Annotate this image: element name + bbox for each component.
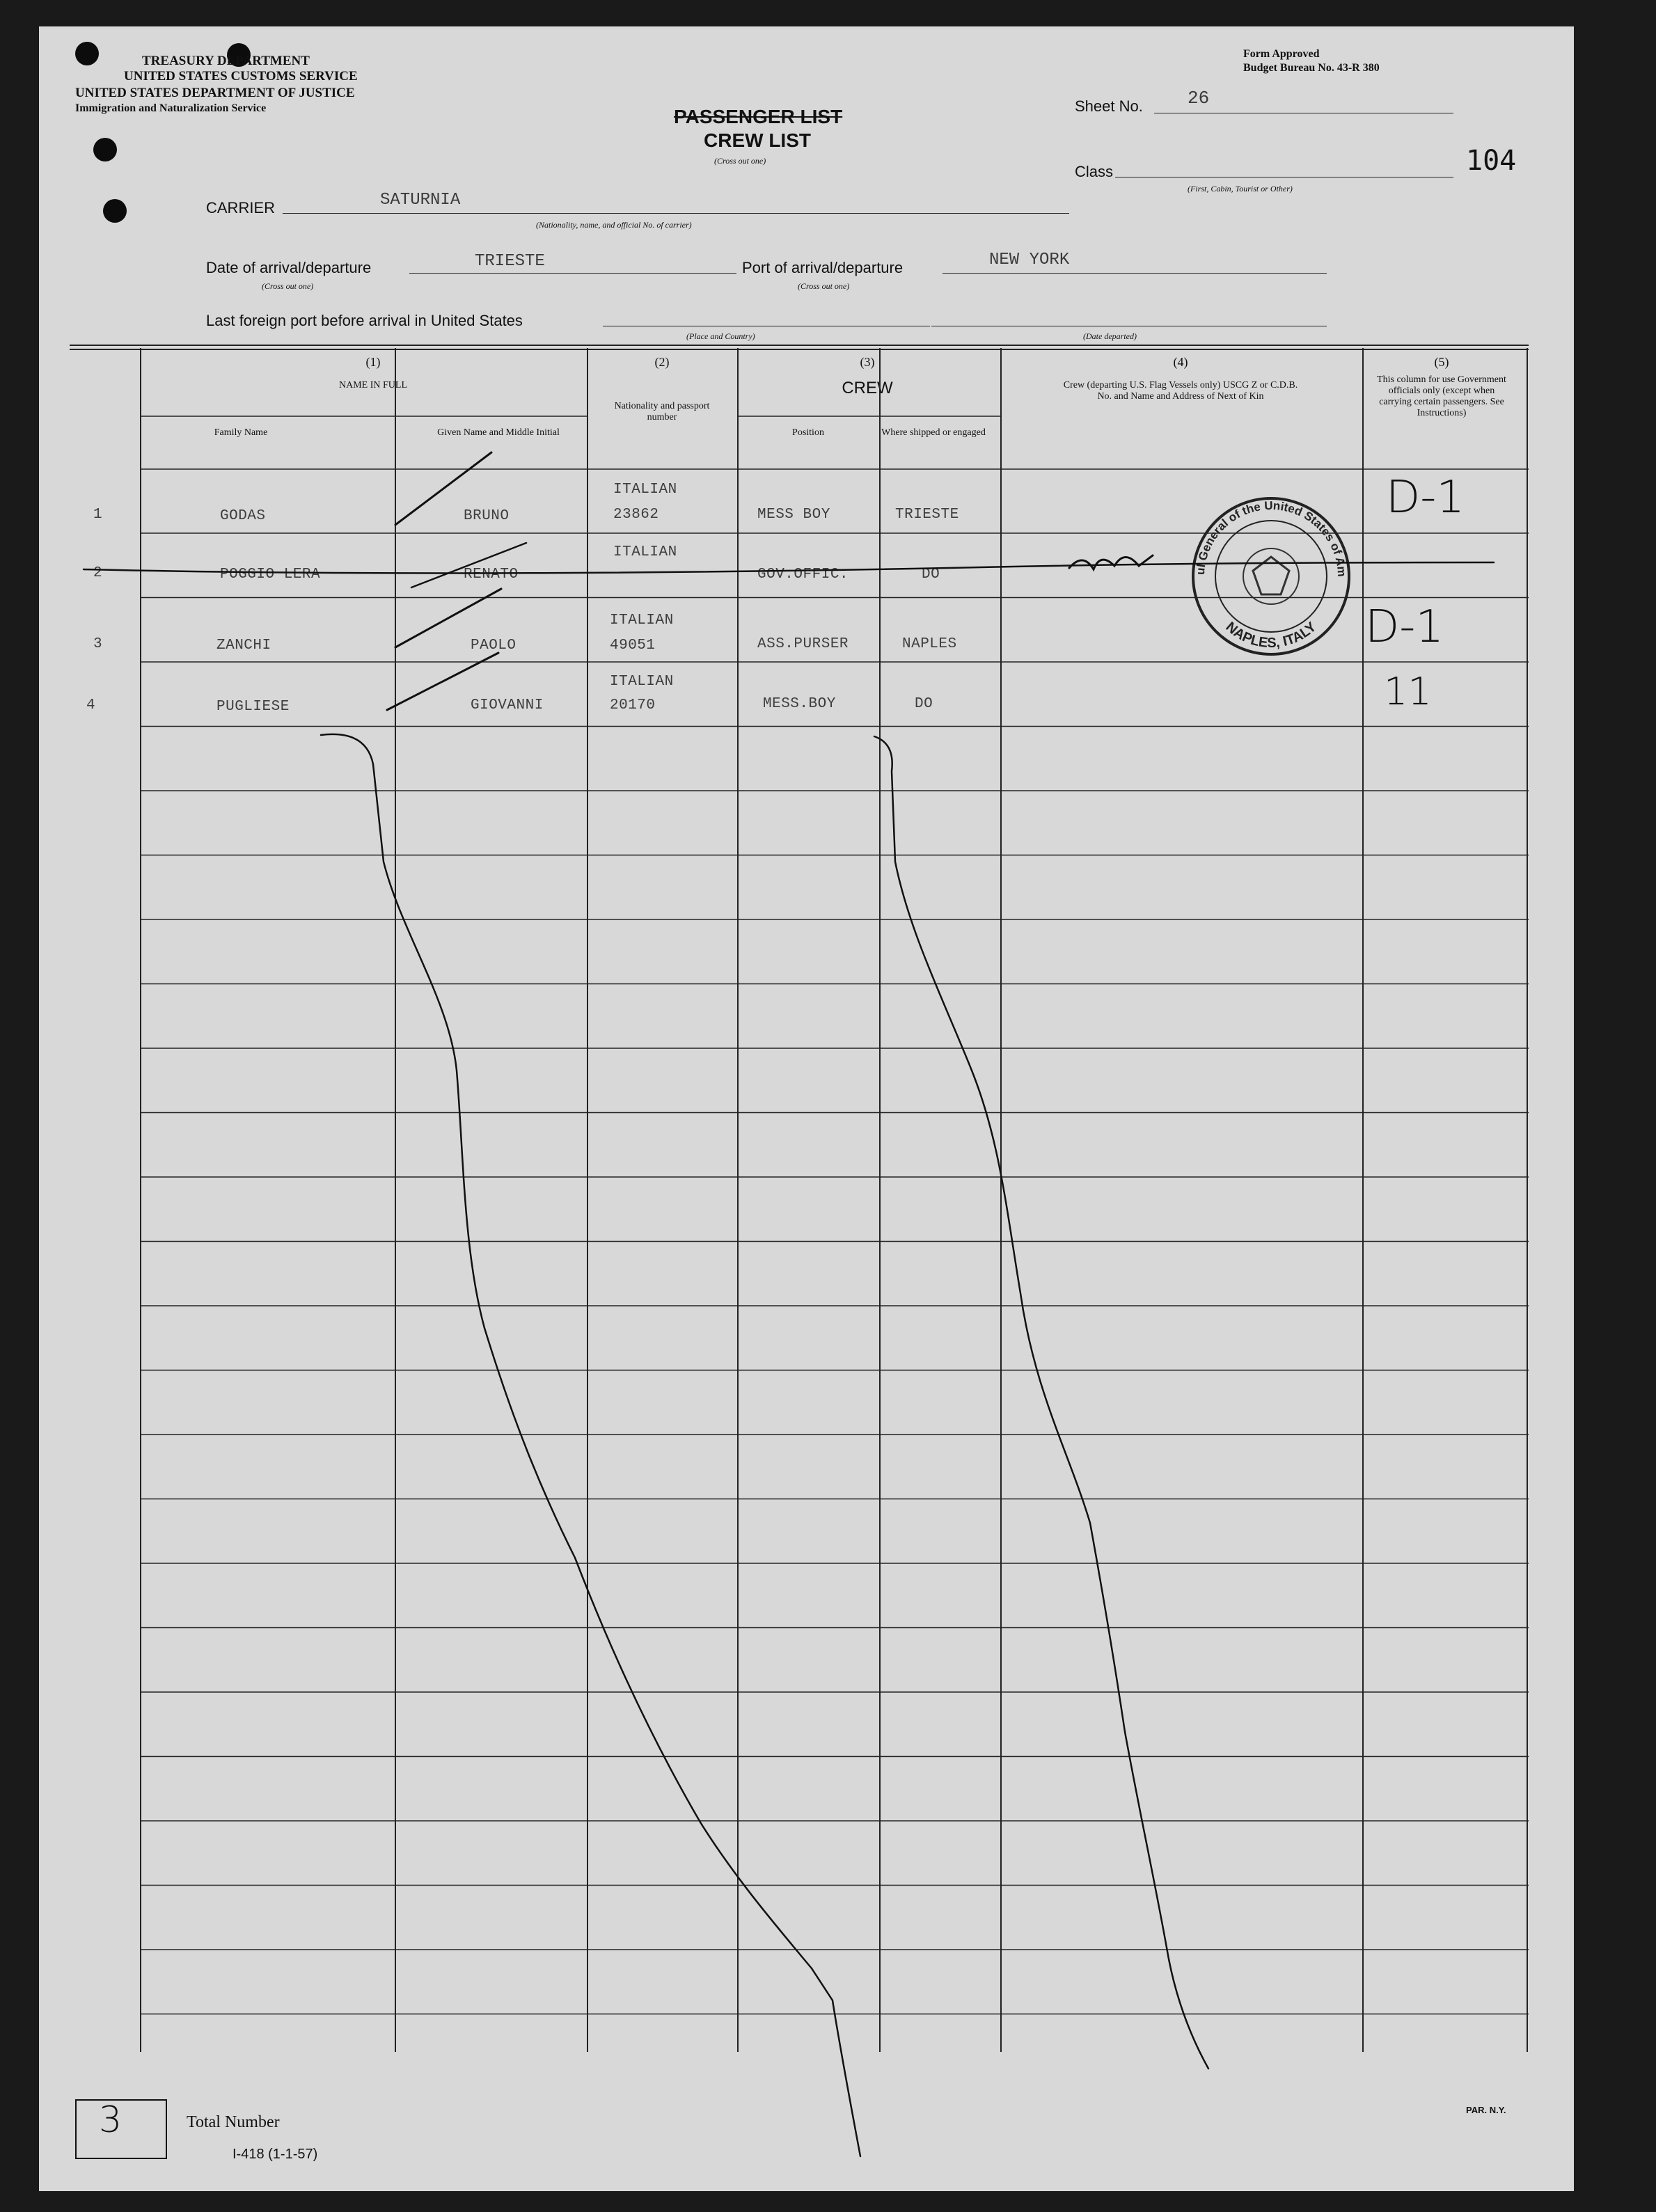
printer-mark: PAR. N.Y. <box>1466 2105 1506 2115</box>
passport-number: 23862 <box>613 507 659 523</box>
stamp-bottom-text: NAPLES, ITALY <box>1222 619 1320 651</box>
position: MESS.BOY <box>763 696 836 712</box>
col1-given-header: Given Name and Middle Initial <box>437 427 560 438</box>
port-hint: (Cross out one) <box>798 281 850 291</box>
document-page <box>39 26 1574 2191</box>
carrier-value: SATURNIA <box>380 191 461 210</box>
row-number: 4 <box>86 697 96 713</box>
form-number: I-418 (1-1-57) <box>232 2147 318 2162</box>
where-shipped: TRIESTE <box>895 507 959 523</box>
col4-title: Crew (departing U.S. Flag Vessels only) USCG Z or C.D.B. No. and Name and Address of Next of Kin <box>1063 380 1298 402</box>
row-strike-line <box>84 562 1494 574</box>
date-label: Date of arrival/departure <box>206 259 372 276</box>
last-port-hint: (Place and Country) <box>686 331 755 341</box>
title-passenger-list: PASSENGER LIST <box>674 106 843 127</box>
given-name: BRUNO <box>464 508 510 524</box>
table-grid-graphics <box>39 26 1574 2191</box>
date-hint: (Cross out one) <box>262 281 314 291</box>
where-shipped: NAPLES <box>902 636 957 652</box>
consulate-stamp <box>1193 498 1349 654</box>
col2-title: Nationality and passport number <box>614 401 710 422</box>
row-number: 3 <box>93 636 103 652</box>
family-name: ZANCHI <box>216 638 271 654</box>
sheet-label: Sheet No. <box>1075 97 1143 115</box>
strike-scribble <box>1069 555 1153 569</box>
col3-title: CREW <box>842 379 893 397</box>
agency-line-treasury: TREASURY DEPARTMENT <box>142 54 310 68</box>
passport-number: 20170 <box>610 697 656 713</box>
stamp-top-text: Consul General of the United States of America <box>1193 498 1349 579</box>
given-name: PAOLO <box>471 638 516 654</box>
nationality: ITALIAN <box>610 674 674 690</box>
agency-line-justice: UNITED STATES DEPARTMENT OF JUSTICE <box>75 86 355 100</box>
nationality: ITALIAN <box>610 613 674 629</box>
nationality: ITALIAN <box>613 544 677 560</box>
sheet-value: 26 <box>1188 88 1210 109</box>
col1-family-header: Family Name <box>214 427 268 438</box>
port-label: Port of arrival/departure <box>742 259 904 276</box>
col1-number: (1) <box>365 355 381 369</box>
col5-title: This column for use Government officials only (except when carrying certain passengers. See Instructions) <box>1377 374 1506 418</box>
class-label: Class <box>1075 163 1114 180</box>
col4-number: (4) <box>1173 355 1188 369</box>
carrier-label: CARRIER <box>206 199 276 216</box>
budget-bureau: Budget Bureau No. 43-R 380 <box>1243 62 1380 74</box>
form-approved: Form Approved <box>1243 48 1320 60</box>
title-cross-out-hint: (Cross out one) <box>714 156 766 166</box>
col2-number: (2) <box>654 355 670 369</box>
official-note: 11 <box>1384 670 1432 713</box>
date-departed-hint: (Date departed) <box>1083 331 1137 341</box>
col3-number: (3) <box>860 355 875 369</box>
col1-title: NAME IN FULL <box>339 380 407 390</box>
given-name: GIOVANNI <box>471 697 544 713</box>
agency-line-customs: UNITED STATES CUSTOMS SERVICE <box>124 69 358 84</box>
nationality: ITALIAN <box>613 482 677 498</box>
total-label: Total Number <box>187 2113 280 2131</box>
given-name: RENATO <box>464 567 519 583</box>
agency-line-ins: Immigration and Naturalization Service <box>75 102 267 114</box>
position: GOV.OFFIC. <box>757 567 849 583</box>
port-value: NEW YORK <box>989 251 1070 269</box>
pen-trail <box>874 736 1208 2069</box>
col3-where-header: Where shipped or engaged <box>881 427 986 438</box>
title-crew-list: CREW LIST <box>704 129 811 151</box>
family-name: PUGLIESE <box>216 699 290 715</box>
check-mark <box>411 543 526 587</box>
col5-number: (5) <box>1434 355 1449 369</box>
position: ASS.PURSER <box>757 636 849 652</box>
date-value: TRIESTE <box>475 252 545 271</box>
page-number: 104 <box>1466 145 1517 177</box>
total-value: 3 <box>99 2099 123 2141</box>
row-number: 1 <box>93 507 103 523</box>
family-name: GODAS <box>220 508 266 524</box>
pen-trail <box>321 734 860 2156</box>
where-shipped: DO <box>922 567 940 583</box>
official-note: D-1 <box>1386 472 1465 523</box>
col3-position-header: Position <box>792 427 824 438</box>
where-shipped: DO <box>915 696 933 712</box>
row-number: 2 <box>93 565 103 581</box>
family-name: POGGIO LERA <box>220 567 321 583</box>
carrier-hint: (Nationality, name, and official No. of carrier) <box>536 220 692 230</box>
official-note: D-1 <box>1365 601 1444 653</box>
class-hint: (First, Cabin, Tourist or Other) <box>1188 184 1293 193</box>
passport-number: 49051 <box>610 638 656 654</box>
check-mark <box>395 452 491 525</box>
last-port-label: Last foreign port before arrival in United States <box>206 312 523 329</box>
position: MESS BOY <box>757 507 830 523</box>
